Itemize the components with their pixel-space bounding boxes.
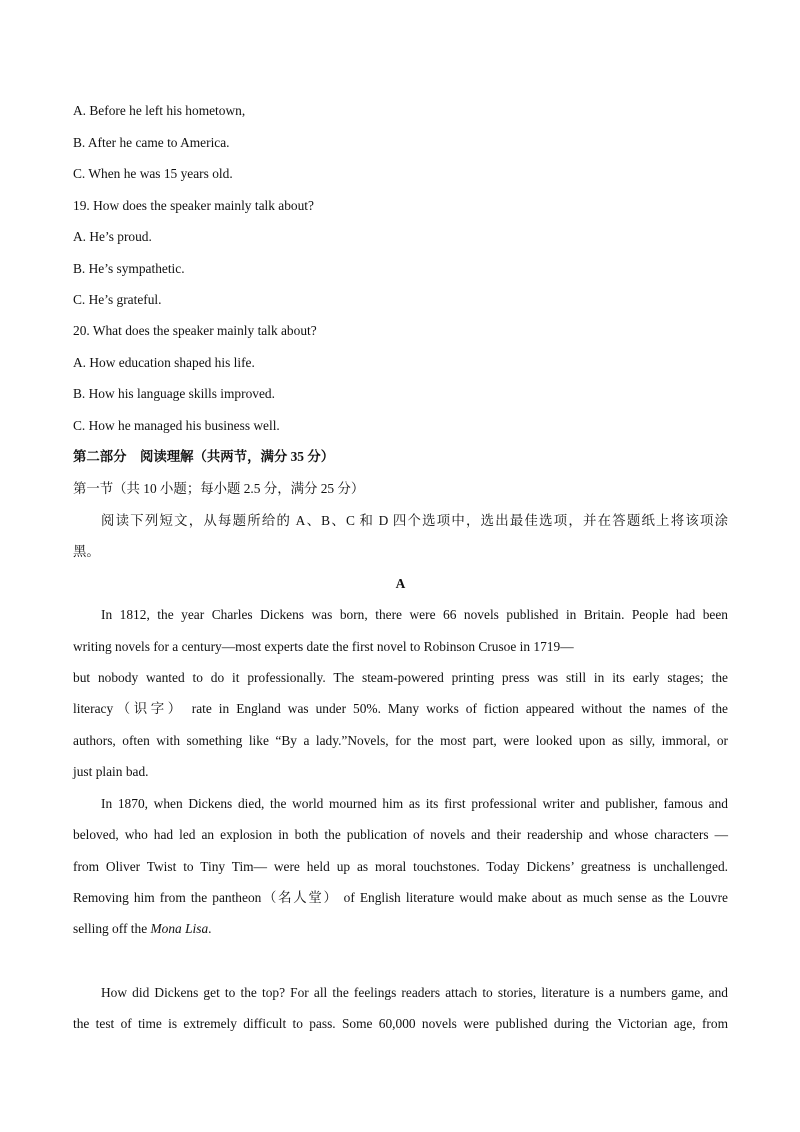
instructions-line-2: 黑。 [73,544,100,559]
p2-line-5 [73,920,728,938]
p2-line-3: from Oliver Twist to Tiny Tim— were held up as moral touchstones. Today Dickens’ greatness is unchallenged. [73,859,728,874]
q19-option-a: A. He’s proud. [73,229,152,244]
p2-line-5-suffix: . [208,921,212,936]
p2-line-4: Removing him from the pantheon（名人堂） of English literature would make about as much sense as the Louvre [73,890,728,905]
instructions-line-1: 阅读下列短文，从每题所给的 A、B、C 和 D 四个选项中，选出最佳选项，并在答题纸上将该项涂 [101,513,728,528]
p3-line-1: How did Dickens get to the top? For all the feelings readers attach to stories, literature is a numbers game, and [101,985,728,1000]
passage-label: A [395,576,406,591]
q20-option-b: B. How his language skills improved. [73,386,275,401]
p2-line-2: beloved, who had led an explosion in both the publication of novels and their readership and whose characters — [73,827,728,842]
q20-option-c: C. How he managed his business well. [73,418,280,433]
q19-option-b: B. He’s sympathetic. [73,261,185,276]
p1-line-5: authors, often with something like “By a lady.”Novels, for the most part, were looked upon as silly, immoral, or [73,733,728,748]
p1-line-6: just plain bad. [73,764,149,779]
p2-line-1: In 1870, when Dickens died, the world mourned him as its first professional writer and publisher, famous and [101,796,728,811]
p1-line-3: but nobody wanted to do it professionally. The steam-powered printing press was still in its early stages; the [73,670,728,685]
p3-line-2: the test of time is extremely difficult to pass. Some 60,000 novels were published during the Victorian age, from [73,1016,728,1031]
p2-line-5-prefix: selling off the [73,921,151,936]
section1-heading: 第一节（共 10 小题；每小题 2.5 分，满分 25 分） [73,481,365,496]
q18-option-a: A. Before he left his hometown, [73,103,246,118]
part2-heading: 第二部分 阅读理解（共两节，满分 35 分） [73,449,335,464]
q18-option-c: C. When he was 15 years old. [73,166,233,181]
p1-line-4: literacy（识字） rate in England was under 50%. Many works of fiction appeared without the names of the [73,701,728,716]
q20-question: 20. What does the speaker mainly talk about? [73,323,317,338]
mona-lisa-title: Mona Lisa [150,921,209,936]
p1-line-1: In 1812, the year Charles Dickens was born, there were 66 novels published in Britain. People had been [101,607,728,622]
q19-option-c: C. He’s grateful. [73,292,162,307]
p1-line-2: writing novels for a century—most experts date the first novel to Robinson Crusoe in 1719— [73,639,574,654]
q19-question: 19. How does the speaker mainly talk about? [73,198,314,213]
q20-option-a: A. How education shaped his life. [73,355,255,370]
q18-option-b: B. After he came to America. [73,135,230,150]
